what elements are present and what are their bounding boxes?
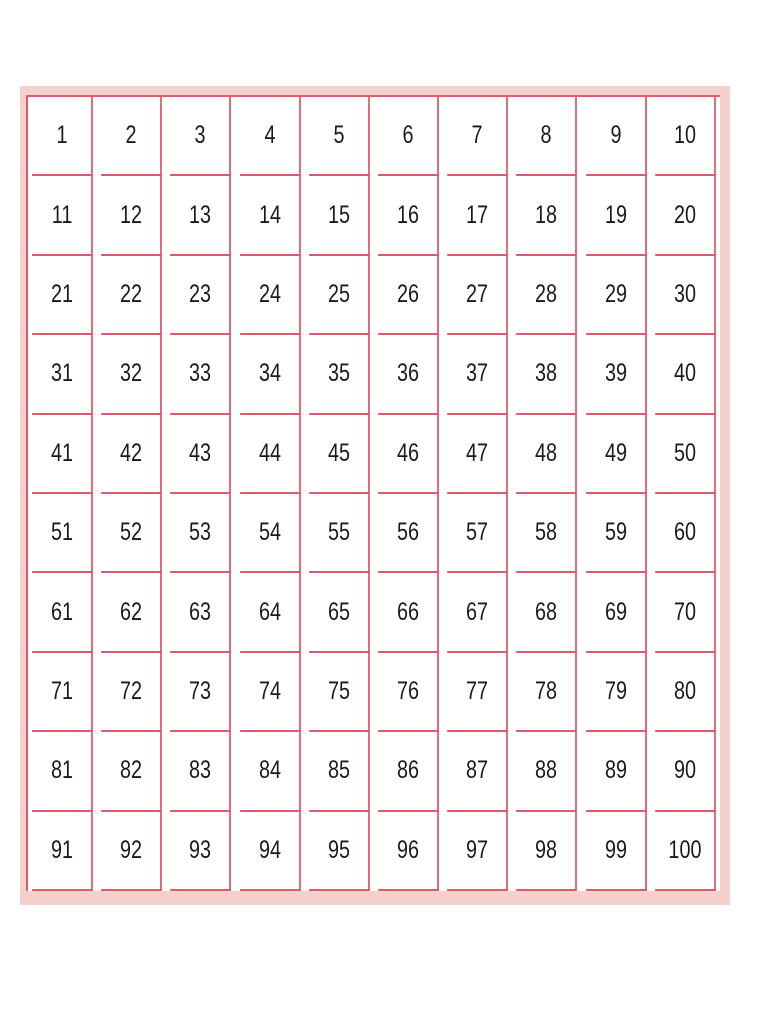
number-label: 80: [673, 676, 696, 705]
number-label: 89: [604, 756, 627, 785]
number-label: 3: [194, 121, 206, 150]
number-label: 17: [465, 200, 488, 229]
number-cell: [240, 176, 301, 255]
number-cell: [32, 176, 93, 255]
number-cell: [655, 732, 716, 811]
number-cell: [378, 97, 439, 176]
number-label: 56: [396, 518, 419, 547]
number-cell: [309, 335, 370, 414]
number-cell: [517, 256, 578, 335]
number-label: 41: [50, 438, 73, 467]
number-label: 25: [327, 279, 350, 308]
number-cell: [655, 256, 716, 335]
number-cell: [655, 494, 716, 573]
number-cell: [240, 653, 301, 732]
number-label: 82: [119, 756, 142, 785]
number-label: 99: [604, 835, 627, 864]
number-cell: [447, 812, 508, 891]
number-label: 9: [609, 121, 621, 150]
number-cell: [586, 653, 647, 732]
number-label: 27: [465, 279, 488, 308]
number-label: 4: [263, 121, 275, 150]
number-cell: [101, 573, 162, 652]
number-cell: [447, 573, 508, 652]
number-cell: [655, 97, 716, 176]
number-label: 19: [604, 200, 627, 229]
number-label: 21: [50, 279, 73, 308]
number-label: 28: [535, 279, 558, 308]
number-label: 57: [465, 518, 488, 547]
number-cell: [101, 494, 162, 573]
number-label: 35: [327, 359, 350, 388]
number-label: 47: [465, 438, 488, 467]
number-label: 36: [396, 359, 419, 388]
number-label: 10: [673, 121, 696, 150]
number-cell: [378, 335, 439, 414]
number-cell: [171, 97, 232, 176]
number-cell: [378, 573, 439, 652]
number-label: 8: [540, 121, 552, 150]
number-cell: [517, 176, 578, 255]
number-label: 26: [396, 279, 419, 308]
number-label: 81: [50, 756, 73, 785]
number-cell: [32, 573, 93, 652]
number-cell: [171, 732, 232, 811]
number-label: 55: [327, 518, 350, 547]
number-cell: [171, 415, 232, 494]
number-label: 32: [119, 359, 142, 388]
number-cell: [309, 653, 370, 732]
number-label: 79: [604, 676, 627, 705]
number-cell: [240, 812, 301, 891]
number-label: 50: [673, 438, 696, 467]
number-cell: [655, 335, 716, 414]
number-label: 24: [258, 279, 281, 308]
number-cell: [309, 97, 370, 176]
number-label: 22: [119, 279, 142, 308]
number-cell: [447, 732, 508, 811]
number-label: 96: [396, 835, 419, 864]
number-cell: [240, 732, 301, 811]
number-cell: [309, 176, 370, 255]
number-label: 94: [258, 835, 281, 864]
number-cell: [101, 256, 162, 335]
number-label: 51: [50, 518, 73, 547]
number-label: 44: [258, 438, 281, 467]
number-label: 75: [327, 676, 350, 705]
number-cell: [586, 176, 647, 255]
hundreds-chart-frame: [20, 86, 730, 905]
number-cell: [171, 335, 232, 414]
number-label: 100: [667, 835, 702, 864]
number-label: 37: [465, 359, 488, 388]
number-label: 40: [673, 359, 696, 388]
number-cell: [378, 494, 439, 573]
number-cell: [171, 653, 232, 732]
number-cell: [240, 256, 301, 335]
number-cell: [309, 494, 370, 573]
number-label: 43: [189, 438, 212, 467]
number-cell: [586, 97, 647, 176]
number-label: 73: [189, 676, 212, 705]
number-cell: [517, 573, 578, 652]
number-label: 68: [535, 597, 558, 626]
number-label: 98: [535, 835, 558, 864]
number-cell: [447, 176, 508, 255]
number-cell: [32, 256, 93, 335]
number-label: 63: [189, 597, 212, 626]
number-label: 77: [465, 676, 488, 705]
hundreds-chart-grid: [26, 95, 720, 891]
number-label: 15: [327, 200, 350, 229]
number-cell: [309, 415, 370, 494]
number-cell: [378, 176, 439, 255]
number-label: 71: [50, 676, 73, 705]
number-cell: [447, 335, 508, 414]
number-label: 45: [327, 438, 350, 467]
number-cell: [32, 97, 93, 176]
number-label: 78: [535, 676, 558, 705]
number-cell: [171, 494, 232, 573]
number-cell: [586, 335, 647, 414]
number-label: 54: [258, 518, 281, 547]
number-label: 6: [402, 121, 414, 150]
number-cell: [517, 653, 578, 732]
number-cell: [586, 415, 647, 494]
number-cell: [586, 256, 647, 335]
number-cell: [101, 653, 162, 732]
number-label: 83: [189, 756, 212, 785]
number-cell: [240, 494, 301, 573]
number-cell: [101, 732, 162, 811]
number-label: 1: [56, 121, 68, 150]
number-label: 90: [673, 756, 696, 785]
number-cell: [309, 732, 370, 811]
number-label: 12: [119, 200, 142, 229]
number-label: 58: [535, 518, 558, 547]
number-cell: [32, 335, 93, 414]
number-label: 23: [189, 279, 212, 308]
number-label: 66: [396, 597, 419, 626]
number-cell: [171, 573, 232, 652]
number-label: 52: [119, 518, 142, 547]
number-label: 31: [50, 359, 73, 388]
number-cell: [655, 573, 716, 652]
number-label: 14: [258, 200, 281, 229]
number-cell: [655, 415, 716, 494]
number-label: 11: [51, 200, 72, 229]
number-label: 49: [604, 438, 627, 467]
number-label: 60: [673, 518, 696, 547]
number-cell: [101, 812, 162, 891]
number-cell: [378, 732, 439, 811]
number-label: 38: [535, 359, 558, 388]
number-cell: [171, 256, 232, 335]
number-label: 7: [471, 121, 483, 150]
number-label: 16: [396, 200, 419, 229]
number-cell: [447, 415, 508, 494]
number-cell: [101, 415, 162, 494]
number-label: 84: [258, 756, 281, 785]
number-label: 92: [119, 835, 142, 864]
number-cell: [447, 494, 508, 573]
number-label: 91: [50, 835, 73, 864]
number-label: 86: [396, 756, 419, 785]
number-label: 93: [189, 835, 212, 864]
number-cell: [378, 812, 439, 891]
number-label: 74: [258, 676, 281, 705]
number-cell: [517, 415, 578, 494]
number-cell: [655, 653, 716, 732]
number-label: 33: [189, 359, 212, 388]
number-cell: [240, 97, 301, 176]
number-label: 53: [189, 518, 212, 547]
number-cell: [586, 494, 647, 573]
number-label: 20: [673, 200, 696, 229]
number-label: 70: [673, 597, 696, 626]
number-cell: [32, 812, 93, 891]
number-label: 88: [535, 756, 558, 785]
number-cell: [101, 97, 162, 176]
number-label: 61: [50, 597, 73, 626]
number-label: 64: [258, 597, 281, 626]
number-label: 95: [327, 835, 350, 864]
number-cell: [447, 653, 508, 732]
number-cell: [240, 335, 301, 414]
number-label: 85: [327, 756, 350, 785]
number-label: 46: [396, 438, 419, 467]
number-cell: [32, 415, 93, 494]
number-cell: [517, 494, 578, 573]
number-cell: [309, 573, 370, 652]
number-cell: [32, 494, 93, 573]
number-label: 72: [119, 676, 142, 705]
number-label: 65: [327, 597, 350, 626]
number-label: 2: [125, 121, 137, 150]
number-cell: [655, 812, 716, 891]
number-label: 97: [465, 835, 488, 864]
number-cell: [240, 415, 301, 494]
number-cell: [655, 176, 716, 255]
number-cell: [378, 256, 439, 335]
number-label: 30: [673, 279, 696, 308]
number-label: 69: [604, 597, 627, 626]
number-label: 29: [604, 279, 627, 308]
number-cell: [171, 176, 232, 255]
number-cell: [240, 573, 301, 652]
number-label: 18: [535, 200, 558, 229]
number-cell: [378, 653, 439, 732]
number-label: 5: [333, 121, 345, 150]
number-cell: [447, 256, 508, 335]
number-cell: [517, 812, 578, 891]
number-label: 34: [258, 359, 281, 388]
number-cell: [517, 97, 578, 176]
number-cell: [101, 176, 162, 255]
number-cell: [586, 812, 647, 891]
number-cell: [32, 732, 93, 811]
number-label: 13: [189, 200, 212, 229]
number-cell: [447, 97, 508, 176]
number-cell: [171, 812, 232, 891]
number-cell: [32, 653, 93, 732]
number-cell: [517, 732, 578, 811]
number-cell: [101, 335, 162, 414]
number-label: 59: [604, 518, 627, 547]
number-cell: [378, 415, 439, 494]
number-cell: [309, 256, 370, 335]
number-cell: [586, 573, 647, 652]
number-label: 67: [465, 597, 488, 626]
number-label: 62: [119, 597, 142, 626]
number-label: 87: [465, 756, 488, 785]
number-label: 42: [119, 438, 142, 467]
number-cell: [586, 732, 647, 811]
number-cell: [517, 335, 578, 414]
number-label: 76: [396, 676, 419, 705]
number-label: 48: [535, 438, 558, 467]
number-cell: [309, 812, 370, 891]
number-label: 39: [604, 359, 627, 388]
